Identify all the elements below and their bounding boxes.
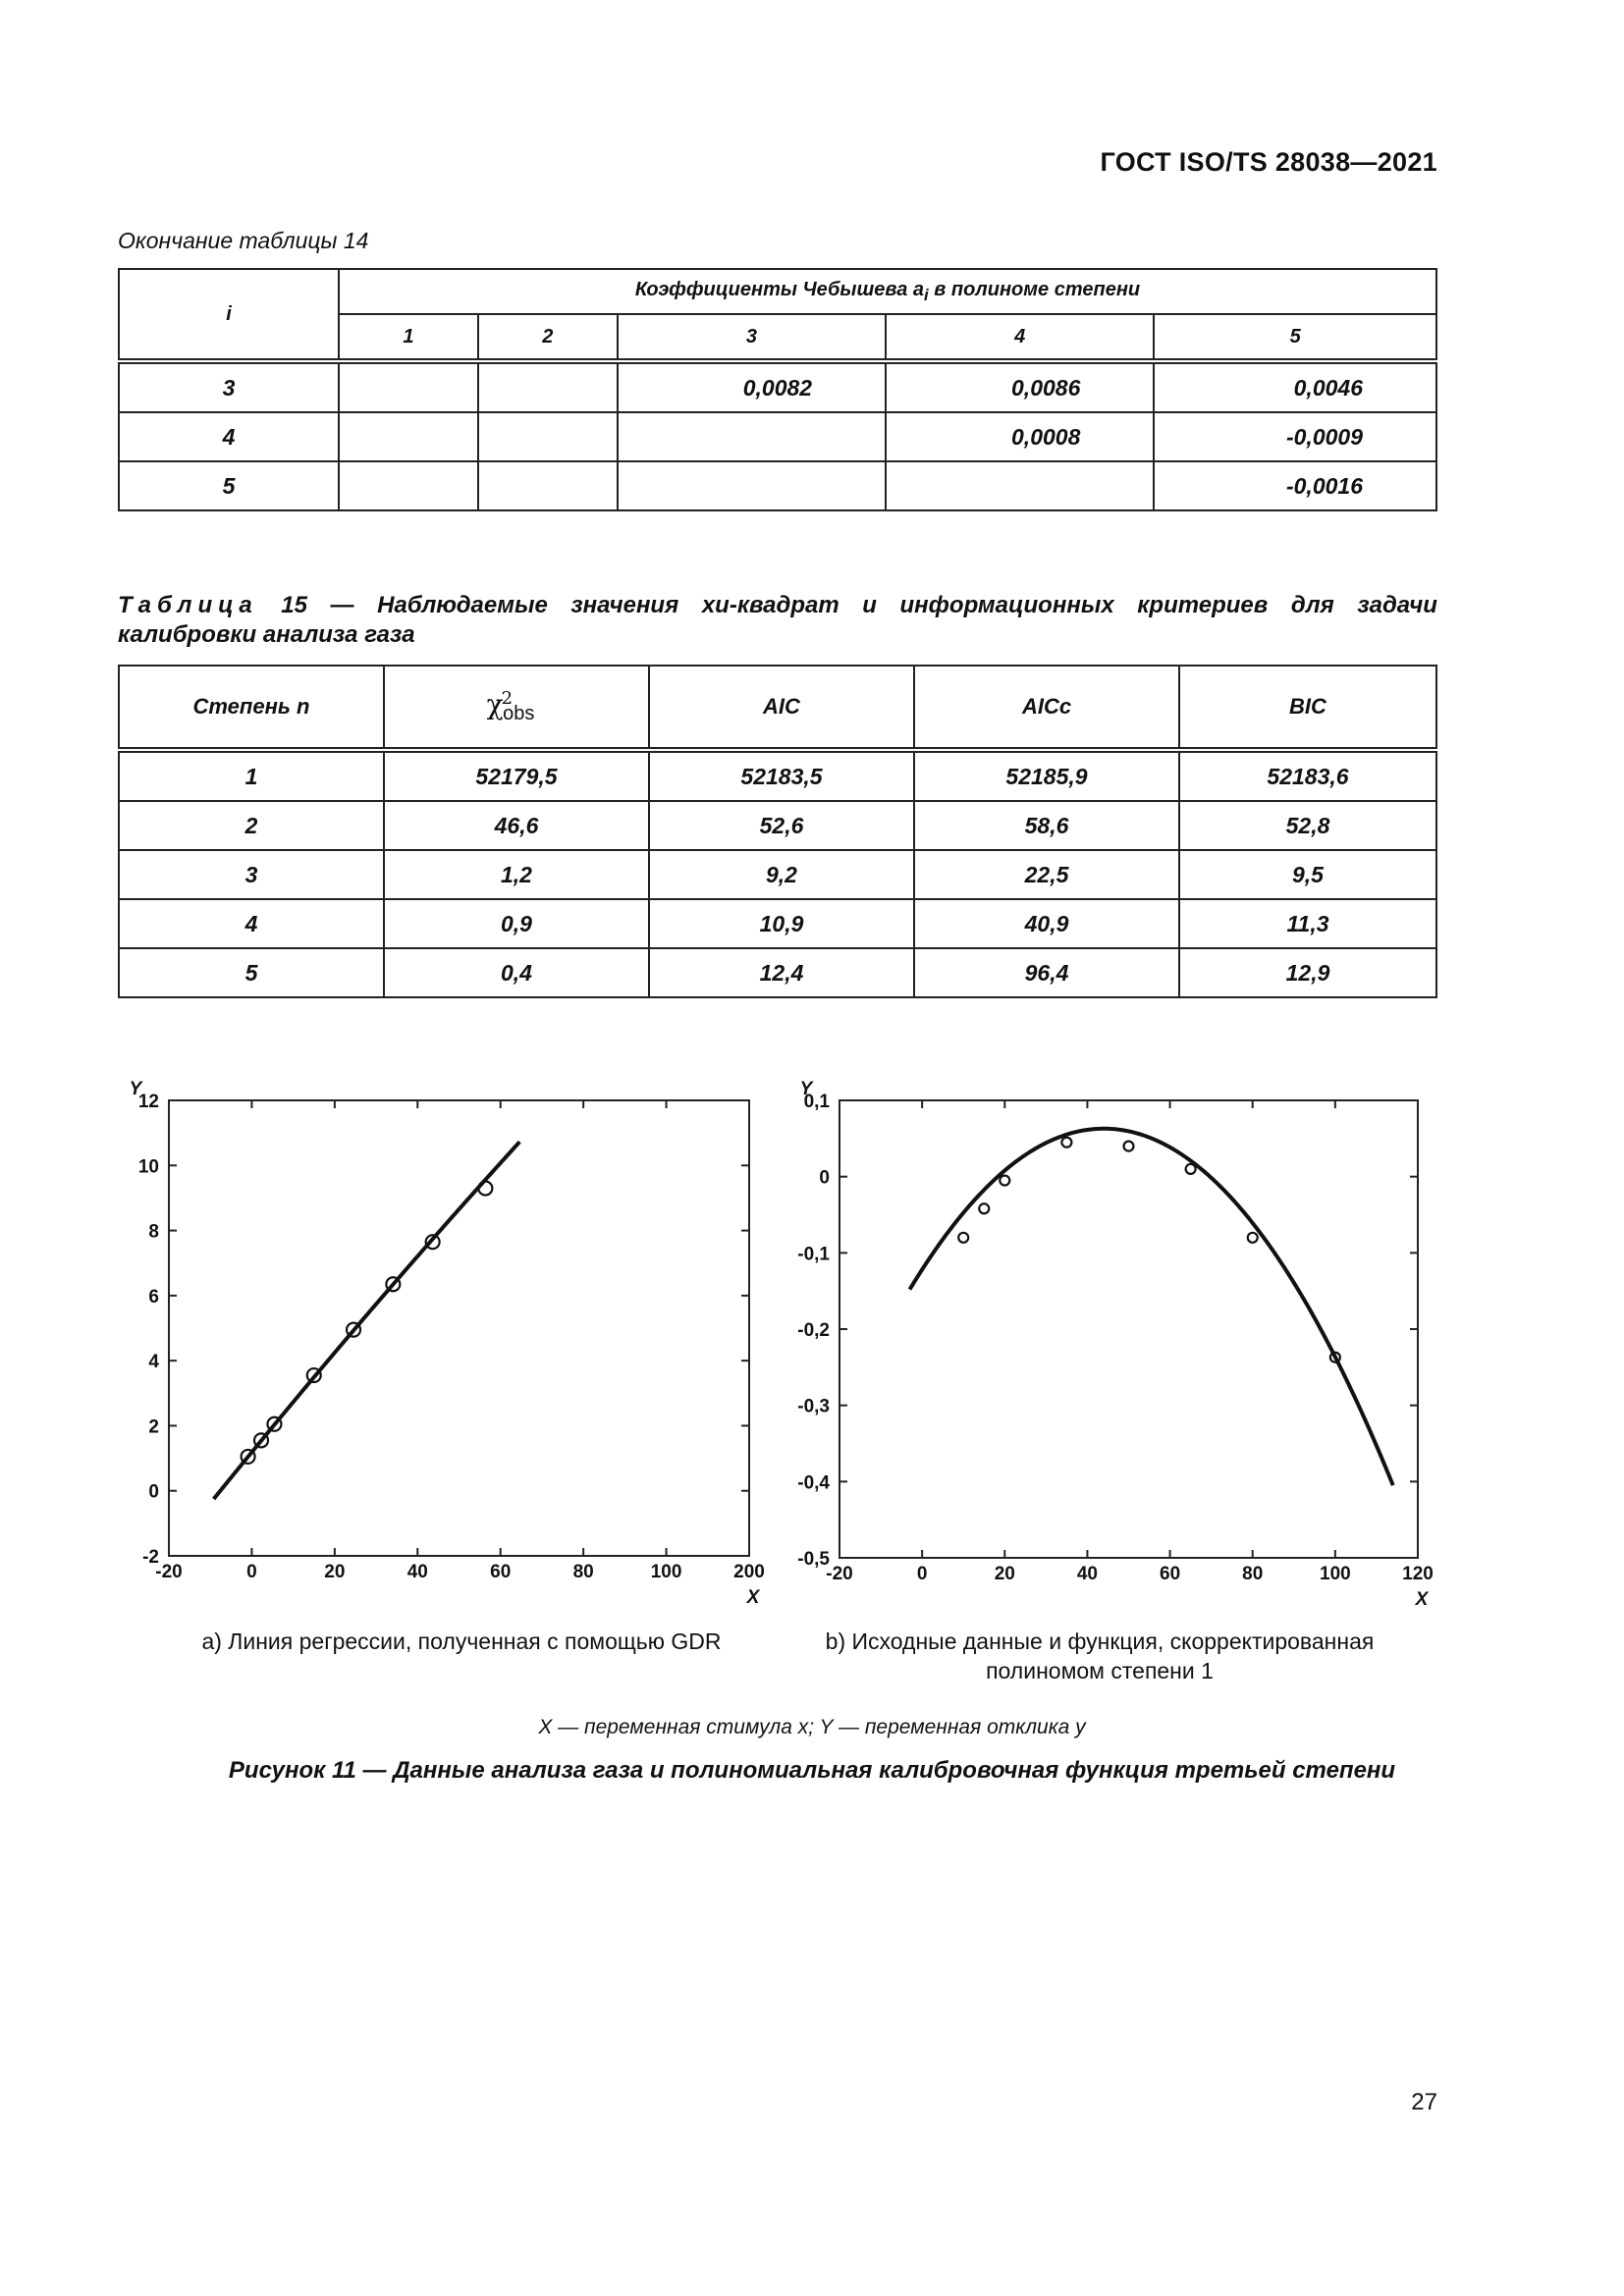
chart-a-xlabel: X [746,1587,760,1608]
table-cell: 12,4 [649,948,914,997]
title-word: значения [570,592,679,618]
table-cell: 52179,5 [384,750,649,801]
table14-col-header: 3 [618,314,886,361]
title-word: — [330,592,354,618]
chart-a-xtick-label: -20 [155,1562,183,1582]
table-cell: 1 [119,750,384,801]
chart-b-xtick-label: 40 [1076,1564,1098,1584]
table-cell: -0,0009 [1154,412,1436,461]
table-cell: 11,3 [1179,899,1436,948]
chart-a-ytick-label: 10 [137,1156,159,1178]
table15-header-degree: Степень n [119,666,384,750]
table-cell: 96,4 [914,948,1179,997]
table-cell: 3 [119,361,339,412]
chart-b-xtick-label: 0 [916,1564,928,1584]
page-number: 27 [1411,2089,1437,2115]
chart-b-xtick-label: 120 [1402,1564,1434,1584]
chart-a-xtick-label: 200 [733,1562,765,1582]
chart-a-xtick-label: 20 [324,1562,346,1582]
table15-header-aicc: AICc [914,666,1179,750]
chart-b-ytick-label: -0,4 [797,1472,830,1494]
chart-b-ytick-label: -0,5 [797,1549,830,1570]
chart-a-xtick-label: 80 [572,1562,594,1582]
chart-b-xtick-label: -20 [826,1564,853,1584]
chart-b-data-point [1186,1164,1196,1174]
table-cell: 52183,6 [1179,750,1436,801]
table-cell: 9,2 [649,850,914,899]
chart-b-xtick-label: 20 [994,1564,1015,1584]
table-cell: 3 [119,850,384,899]
chart-b-data-point [1000,1176,1009,1186]
chart-b-data-point [1124,1142,1134,1151]
table-cell: 58,6 [914,801,1179,850]
table-cell: 0,0086 [886,361,1154,412]
chart-b-ytick-label: 0 [819,1167,830,1189]
chart-a-ytick-label: 2 [148,1416,159,1438]
table14-col-header: 2 [478,314,618,361]
table15-header-chi2: $\chi^2_{obs}$ [384,666,649,750]
title-word: информационных [899,592,1114,618]
chart-b-xlabel: X [1415,1589,1429,1610]
table14-col-header: 5 [1154,314,1436,361]
table-cell: 9,5 [1179,850,1436,899]
table-cell: 5 [119,461,339,510]
figure-legend: X — переменная стимула x; Y — переменная отклика y [538,1716,1086,1738]
chart-a-xtick-label: 0 [246,1562,257,1582]
table-cell: 10,9 [649,899,914,948]
chart-a-ytick-label: 0 [148,1481,159,1503]
chart-b-ytick-label: -0,3 [797,1396,830,1417]
table-cell: 1,2 [384,850,649,899]
table-cell: 52183,5 [649,750,914,801]
table15-title: Таблица 15 — Наблюдаемые значения хи-квадрат и информационных критериев для задачи калибровки анализа газа [118,592,1437,648]
chart-b-data-point [1248,1233,1258,1243]
title-word: 15 [281,592,307,618]
table-cell: 52,6 [649,801,914,850]
table15-header-aic: AIC [649,666,914,750]
chart-a-fitted-curve [214,1142,520,1499]
title-word: хи-квадрат [701,592,839,618]
figure-b-caption: b) Исходные данные и функция, скорректированная полиномом степени 1 [825,1629,1375,1683]
chart-b-ytick-label: -0,2 [797,1320,830,1341]
table-cell: 46,6 [384,801,649,850]
title-word: для [1290,592,1334,618]
table-cell: 52185,9 [914,750,1179,801]
table-cell: 5 [119,948,384,997]
table-cell: 22,5 [914,850,1179,899]
chart-b-frame [839,1100,1418,1558]
chart-a-ytick-label: 6 [148,1286,159,1308]
table-cell: 4 [119,412,339,461]
chart-b-xtick-label: 80 [1242,1564,1264,1584]
chart-b-xtick-label: 60 [1160,1564,1181,1584]
table-cell: 0,4 [384,948,649,997]
chart-b-ylabel: Y [799,1079,813,1099]
table-cell: 52,8 [1179,801,1436,850]
table14-caption: Окончание таблицы 14 [118,228,369,253]
table-cell: -0,0016 [1154,461,1436,510]
chart-a-data-point [478,1181,492,1195]
table-cell: 4 [119,899,384,948]
table-cell: 0,0082 [618,361,886,412]
chart-a-xtick-label: 40 [406,1562,428,1582]
document-id: ГОСТ ISO/TS 28038—2021 [1100,147,1437,177]
title-word: критериев [1137,592,1269,618]
chart-a-frame [169,1100,749,1556]
table-cell: 0,9 [384,899,649,948]
figure-a-caption: а) Линия регрессии, полученная с помощью GDR [201,1629,722,1654]
table-cell: 2 [119,801,384,850]
chart-b-data-point [958,1233,968,1243]
chart-a-xtick-label: 100 [650,1562,682,1582]
chart-b-ytick-label: 0,1 [803,1092,830,1112]
chart-a-ytick-label: 4 [148,1352,159,1373]
chart-a-ytick-label: 8 [148,1221,159,1243]
table14-col-header: 1 [339,314,478,361]
title-word: и [862,592,877,618]
table-cell: 12,9 [1179,948,1436,997]
table14-group-header: Коэффициенты Чебышева $a_i$ в полиноме степени [339,269,1436,314]
table-cell: 0,0008 [886,412,1154,461]
table15-header-bic: BIC [1179,666,1436,750]
table14-col-header: 4 [886,314,1154,361]
figure-title: Рисунок 11 — Данные анализа газа и полиномиальная калибровочная функция третьей степени [228,1757,1396,1784]
chart-b-data-point [979,1203,989,1213]
chart-b-data-point [1061,1138,1071,1148]
chart-a-xtick-label: 60 [490,1562,512,1582]
title-word: Таблица [118,592,258,618]
title-word: задачи [1357,592,1437,618]
chart-b-fitted-curve [910,1129,1393,1485]
chart-a-ylabel: Y [129,1079,142,1099]
title-word: Наблюдаемые [377,592,548,618]
table-cell: 40,9 [914,899,1179,948]
table-cell: 0,0046 [1154,361,1436,412]
chart-a-ytick-label: 12 [137,1092,159,1112]
chart-a-ytick-label: -2 [142,1547,159,1568]
chart-b-xtick-label: 100 [1320,1564,1351,1584]
chart-b-ytick-label: -0,1 [797,1244,830,1265]
table14-row-header: i [119,269,339,361]
